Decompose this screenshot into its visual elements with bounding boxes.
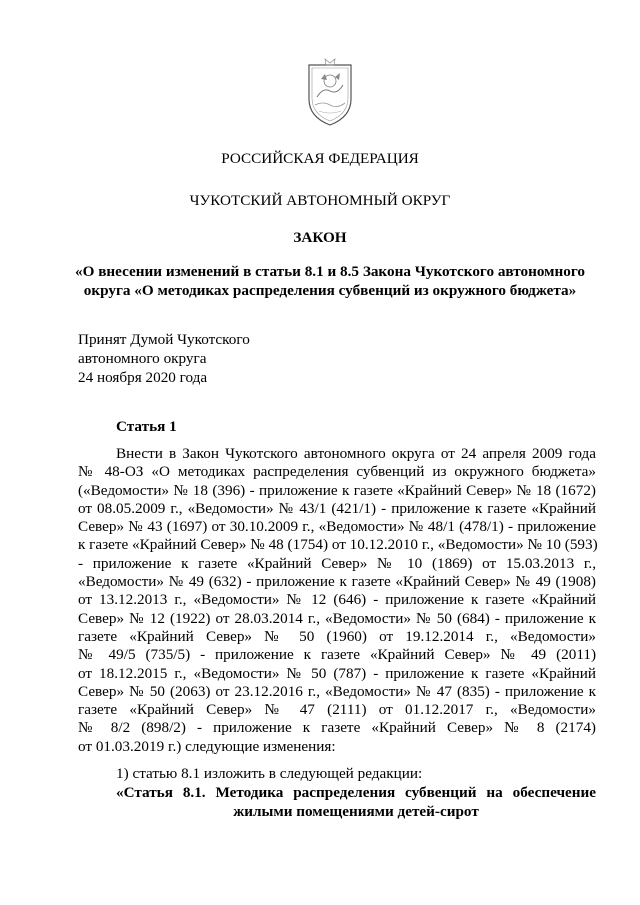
paragraph-line: № 8/2 (898/2) - приложение к газете «Крайний Север» № 8 (2174) [78, 719, 596, 737]
paragraph-line: к газете «Крайний Север» № 48 (1754) от 10.12.2010 г., «Ведомости» № 10 (593) [78, 536, 598, 554]
list-item-1: 1) статью 8.1 изложить в следующей редакции: [116, 765, 423, 782]
paragraph-line: № 49/5 (735/5) - приложение к газете «Крайний Север» № 49 (2011) [78, 646, 596, 664]
law-title-line: «О внесении изменений в статьи 8.1 и 8.5 Закона Чукотского автономного [75, 263, 585, 280]
paragraph-line: от 13.12.2013 г., «Ведомости» № 12 (646) - приложение к газете «Крайний [78, 591, 596, 609]
paragraph-line: № 48-ОЗ «О методиках распределения субвенций из окружного бюджета» [78, 463, 596, 481]
paragraph-line: от 01.03.2019 г.) следующие изменения: [78, 737, 336, 755]
subarticle-heading [116, 783, 596, 821]
paragraph-line: газете «Крайний Север» № 47 (2111) от 01.12.2017 г., «Ведомости» [78, 701, 596, 719]
chukotka-coat-of-arms-icon [303, 57, 357, 127]
paragraph-line: («Ведомости» № 18 (396) - приложение к газете «Крайний Север» № 18 (1672) [78, 481, 596, 499]
subarticle-line: «Статья 8.1. Методика распределения субвенций на обеспечение [116, 784, 596, 801]
heading-okrug: ЧУКОТСКИЙ АВТОНОМНЫЙ ОКРУГ [189, 192, 451, 209]
paragraph-line: Север» № 50 (2063) от 23.12.2016 г., «Ведомости» № 47 (835) - приложение к [78, 682, 596, 700]
heading-law: ЗАКОН [293, 229, 347, 246]
adoption-date: 24 ноября 2020 года [78, 369, 208, 386]
paragraph-line: от 18.12.2015 г., «Ведомости» № 50 (787) - приложение к газете «Крайний [78, 664, 596, 682]
paragraph-line: газете «Крайний Север» № 50 (1960) от 19.12.2014 г., «Ведомости» [78, 627, 596, 645]
law-title-line: округа «О методиках распределения субвенций из окружного бюджета» [83, 282, 577, 299]
paragraph-line: - приложение к газете «Крайний Север» № 10 (1869) от 15.03.2013 г., [78, 554, 596, 572]
article-heading: Статья 1 [116, 418, 177, 435]
adoption-line: Принят Думой Чукотского [78, 331, 250, 348]
adoption-line: автономного округа [78, 350, 207, 367]
paragraph-line: Север» № 43 (1697) от 30.10.2009 г., «Ведомости» № 48/1 (478/1) - приложение [78, 518, 596, 536]
paragraph-line: Внести в Закон Чукотского автономного округа от 24 апреля 2009 года [116, 445, 596, 462]
adoption-info [78, 330, 250, 387]
subarticle-line: жилыми помещениями детей-сирот [233, 803, 479, 820]
law-title [70, 262, 590, 300]
paragraph-line: «Ведомости» № 49 (632) - приложение к газете «Крайний Север» № 49 (1908) [78, 573, 596, 591]
article-paragraph [78, 445, 596, 756]
paragraph-line: Север» № 12 (1922) от 28.03.2014 г., «Ведомости» № 50 (684) - приложение к [78, 609, 596, 627]
heading-federation: РОССИЙСКАЯ ФЕДЕРАЦИЯ [221, 150, 419, 167]
paragraph-line: от 08.05.2009 г., «Ведомости» № 43/1 (421/1) - приложение к газете «Крайний [78, 499, 596, 517]
